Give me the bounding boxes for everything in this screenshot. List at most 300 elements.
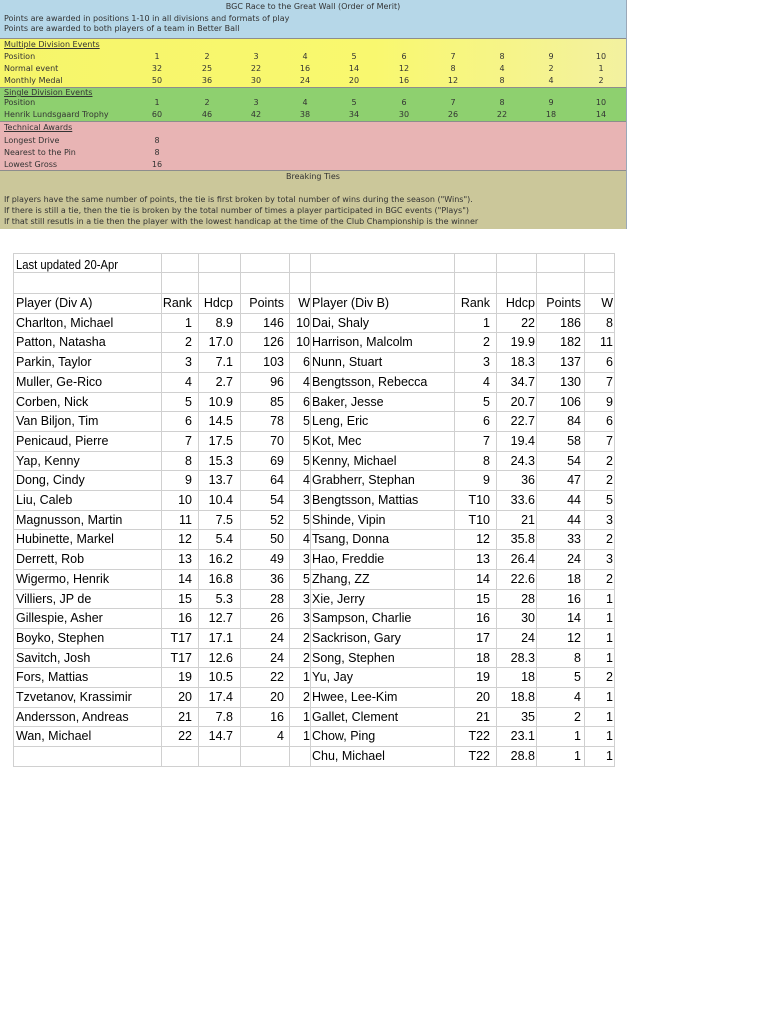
player-rank: 19 (178, 670, 192, 684)
player-w: 3 (303, 592, 310, 606)
player-name: Patton, Natasha (16, 335, 106, 349)
player-hdcp: 24.3 (510, 454, 535, 468)
player-hdcp: 17.5 (208, 434, 233, 448)
rule-row-value: 8 (499, 52, 505, 61)
player-w: 5 (303, 414, 310, 428)
player-hdcp: 20.7 (510, 395, 535, 409)
player-w: 2 (606, 532, 613, 546)
player-w: 4 (303, 473, 310, 487)
rule-row-value: 2 (548, 64, 554, 73)
player-rank: 21 (178, 710, 192, 724)
player-name: Grabherr, Stephan (312, 473, 415, 487)
rule-row-value: 4 (499, 64, 505, 73)
player-rank: 14 (476, 572, 490, 586)
player-name: Penicaud, Pierre (16, 434, 109, 448)
rules-intro-line-2: Points are awarded to both players of a team in Better Ball (4, 24, 240, 33)
technical-awards-heading: Technical Awards (4, 123, 73, 132)
rules-header-band (0, 0, 626, 39)
player-rank: 12 (476, 532, 490, 546)
player-hdcp: 19.4 (510, 434, 535, 448)
player-hdcp: 16.2 (208, 552, 233, 566)
player-name: Yap, Kenny (16, 454, 80, 468)
div-a-header-w: W (298, 296, 310, 310)
rule-row-value: 7 (450, 52, 456, 61)
player-hdcp: 14.5 (208, 414, 233, 428)
player-rank: T10 (468, 513, 490, 527)
player-pts: 20 (270, 690, 284, 704)
rule-row-value: 2 (204, 98, 210, 107)
rule-row-value: 4 (548, 76, 554, 85)
player-name: Dai, Shaly (312, 316, 369, 330)
rule-row-value: 18 (545, 110, 557, 119)
player-name: Gallet, Clement (312, 710, 399, 724)
rule-row-value: 46 (201, 110, 213, 119)
player-name: Wigermo, Henrik (16, 572, 110, 586)
player-name: Fors, Mattias (16, 670, 89, 684)
rule-row-value: 36 (201, 76, 213, 85)
rule-row-value: 26 (447, 110, 459, 119)
player-name: Hubinette, Markel (16, 532, 114, 546)
rule-row-value: 34 (348, 110, 360, 119)
player-rank: 5 (185, 395, 192, 409)
player-rank: 16 (178, 611, 192, 625)
div-b-header-hdcp: Hdcp (505, 296, 535, 310)
player-w: 3 (303, 552, 310, 566)
player-rank: 5 (483, 395, 490, 409)
rule-row-value: 3 (253, 98, 259, 107)
player-name: Parkin, Taylor (16, 355, 92, 369)
player-hdcp: 7.1 (215, 355, 233, 369)
player-w: 1 (606, 690, 613, 704)
player-hdcp: 18.3 (510, 355, 535, 369)
player-hdcp: 21 (521, 513, 535, 527)
player-name: Chow, Ping (312, 729, 376, 743)
player-pts: 84 (567, 414, 581, 428)
rule-row-value: 42 (250, 110, 262, 119)
player-w: 1 (606, 611, 613, 625)
player-pts: 24 (567, 552, 581, 566)
player-name: Hao, Freddie (312, 552, 385, 566)
player-hdcp: 26.4 (510, 552, 535, 566)
player-w: 1 (303, 670, 310, 684)
grid-line (13, 253, 14, 766)
player-rank: 4 (483, 375, 490, 389)
player-w: 5 (303, 513, 310, 527)
div-a-header-rank: Rank (162, 296, 192, 310)
player-pts: 1 (574, 729, 581, 743)
rule-row-value: 2 (598, 76, 604, 85)
player-w: 3 (606, 513, 613, 527)
player-pts: 44 (567, 513, 581, 527)
player-hdcp: 12.6 (208, 651, 233, 665)
player-w: 6 (606, 414, 613, 428)
rule-row-value: 1 (154, 98, 160, 107)
player-rank: 9 (483, 473, 490, 487)
player-name: Magnusson, Martin (16, 513, 123, 527)
technical-award-label: Nearest to the Pin (4, 148, 76, 157)
grid-line (13, 253, 615, 254)
player-rank: 15 (476, 592, 490, 606)
rule-row-label: Position (4, 52, 36, 61)
technical-award-value: 8 (154, 148, 160, 157)
player-hdcp: 24 (521, 631, 535, 645)
player-w: 2 (303, 651, 310, 665)
player-hdcp: 22 (521, 316, 535, 330)
player-rank: 7 (185, 434, 192, 448)
player-pts: 103 (263, 355, 284, 369)
player-hdcp: 35.8 (510, 532, 535, 546)
rule-row-value: 12 (398, 64, 410, 73)
player-pts: 146 (263, 316, 284, 330)
player-rank: 14 (178, 572, 192, 586)
player-pts: 126 (263, 335, 284, 349)
div-b-header-w: W (601, 296, 613, 310)
player-hdcp: 12.7 (208, 611, 233, 625)
player-w: 2 (606, 473, 613, 487)
player-pts: 33 (567, 532, 581, 546)
player-pts: 54 (567, 454, 581, 468)
player-pts: 16 (270, 710, 284, 724)
player-rank: 1 (185, 316, 192, 330)
technical-award-value: 8 (154, 136, 160, 145)
rule-row-value: 38 (299, 110, 311, 119)
rule-row-value: 16 (299, 64, 311, 73)
player-name: Chu, Michael (312, 749, 385, 763)
player-name: Andersson, Andreas (16, 710, 129, 724)
player-rank: 22 (178, 729, 192, 743)
player-pts: 8 (574, 651, 581, 665)
player-pts: 70 (270, 434, 284, 448)
player-rank: 20 (476, 690, 490, 704)
player-pts: 182 (560, 335, 581, 349)
rules-title: BGC Race to the Great Wall (Order of Merit) (225, 2, 401, 11)
player-rank: 1 (483, 316, 490, 330)
rule-row-value: 9 (548, 98, 554, 107)
player-pts: 186 (560, 316, 581, 330)
player-hdcp: 5.3 (215, 592, 233, 606)
player-pts: 2 (574, 710, 581, 724)
player-rank: 16 (476, 611, 490, 625)
player-pts: 47 (567, 473, 581, 487)
player-hdcp: 22.6 (510, 572, 535, 586)
player-hdcp: 16.8 (208, 572, 233, 586)
player-name: Zhang, ZZ (312, 572, 370, 586)
player-pts: 106 (560, 395, 581, 409)
player-hdcp: 7.5 (215, 513, 233, 527)
player-name: Kenny, Michael (312, 454, 397, 468)
player-pts: 4 (574, 690, 581, 704)
player-hdcp: 15.3 (208, 454, 233, 468)
player-w: 2 (303, 690, 310, 704)
player-hdcp: 28.8 (510, 749, 535, 763)
player-name: Kot, Mec (312, 434, 362, 448)
player-pts: 52 (270, 513, 284, 527)
technical-award-label: Longest Drive (4, 136, 60, 145)
player-pts: 44 (567, 493, 581, 507)
player-name: Dong, Cindy (16, 473, 85, 487)
player-hdcp: 13.7 (208, 473, 233, 487)
player-pts: 50 (270, 532, 284, 546)
player-w: 6 (303, 355, 310, 369)
div-b-header-rank: Rank (460, 296, 490, 310)
rule-row-value: 32 (151, 64, 163, 73)
ties-line-2: If there is still a tie, then the tie is broken by the total number of times a player participated in BGC events ("Plays") (4, 206, 470, 215)
rule-row-value: 10 (595, 52, 607, 61)
player-rank: 10 (178, 493, 192, 507)
player-rank: T22 (468, 749, 490, 763)
rule-row-value: 3 (253, 52, 259, 61)
player-hdcp: 17.4 (208, 690, 233, 704)
player-rank: 19 (476, 670, 490, 684)
rule-row-value: 5 (351, 98, 357, 107)
player-w: 5 (606, 493, 613, 507)
player-w: 4 (303, 375, 310, 389)
player-hdcp: 17.0 (208, 335, 233, 349)
player-hdcp: 34.7 (510, 375, 535, 389)
player-hdcp: 10.4 (208, 493, 233, 507)
player-w: 3 (303, 611, 310, 625)
player-rank: 17 (476, 631, 490, 645)
rule-row-value: 16 (398, 76, 410, 85)
player-hdcp: 30 (521, 611, 535, 625)
grid-line (13, 272, 615, 273)
rule-row-value: 12 (447, 76, 459, 85)
player-pts: 12 (567, 631, 581, 645)
player-name: Sackrison, Gary (312, 631, 401, 645)
player-name: Muller, Ge-Rico (16, 375, 103, 389)
player-hdcp: 10.9 (208, 395, 233, 409)
player-rank: 8 (185, 454, 192, 468)
player-w: 3 (303, 493, 310, 507)
player-w: 1 (606, 651, 613, 665)
player-w: 8 (606, 316, 613, 330)
player-name: Wan, Michael (16, 729, 92, 743)
player-name: Liu, Caleb (16, 493, 73, 507)
player-rank: 13 (178, 552, 192, 566)
player-pts: 36 (270, 572, 284, 586)
player-pts: 85 (270, 395, 284, 409)
player-rank: 2 (483, 335, 490, 349)
rule-row-label: Normal event (4, 64, 59, 73)
rules-intro-line-1: Points are awarded in positions 1-10 in all divisions and formats of play (4, 14, 290, 23)
rule-row-label: Monthly Medal (4, 76, 63, 85)
player-pts: 18 (567, 572, 581, 586)
rule-row-label: Henrik Lundsgaard Trophy (4, 110, 109, 119)
technical-award-value: 16 (151, 160, 163, 169)
rule-row-value: 5 (351, 52, 357, 61)
player-rank: T22 (468, 729, 490, 743)
player-rank: 21 (476, 710, 490, 724)
player-w: 1 (606, 729, 613, 743)
rule-row-value: 8 (499, 98, 505, 107)
rule-row-label: Position (4, 98, 36, 107)
player-pts: 64 (270, 473, 284, 487)
player-w: 1 (606, 710, 613, 724)
player-name: Sampson, Charlie (312, 611, 412, 625)
player-hdcp: 14.7 (208, 729, 233, 743)
rules-sheet (0, 0, 627, 229)
player-rank: 11 (179, 513, 192, 527)
rule-row-value: 10 (595, 98, 607, 107)
rule-row-value: 30 (250, 76, 262, 85)
player-w: 7 (606, 434, 613, 448)
player-w: 1 (303, 729, 310, 743)
player-w: 4 (303, 532, 310, 546)
player-rank: 3 (185, 355, 192, 369)
player-name: Savitch, Josh (16, 651, 91, 665)
player-hdcp: 19.9 (510, 335, 535, 349)
player-name: Bengtsson, Mattias (312, 493, 419, 507)
rule-row-value: 30 (398, 110, 410, 119)
player-pts: 28 (270, 592, 284, 606)
player-name: Derrett, Rob (16, 552, 85, 566)
player-hdcp: 18 (521, 670, 535, 684)
breaking-ties-heading: Breaking Ties (286, 172, 340, 181)
player-name: Gillespie, Asher (16, 611, 103, 625)
player-name: Villiers, JP de (16, 592, 92, 606)
rule-row-value: 8 (450, 64, 456, 73)
rule-row-value: 6 (401, 98, 407, 107)
player-pts: 54 (270, 493, 284, 507)
player-w: 6 (606, 355, 613, 369)
ties-line-1: If players have the same number of points, the tie is first broken by total number of wins during the season ("Wins"). (4, 195, 473, 204)
player-name: Baker, Jesse (312, 395, 384, 409)
player-w: 5 (303, 434, 310, 448)
player-w: 9 (606, 395, 613, 409)
player-rank: 12 (178, 532, 192, 546)
player-rank: 6 (185, 414, 192, 428)
player-pts: 1 (574, 749, 581, 763)
rule-row-value: 25 (201, 64, 213, 73)
rule-row-value: 14 (348, 64, 360, 73)
player-w: 2 (303, 631, 310, 645)
player-w: 10 (296, 316, 310, 330)
player-hdcp: 8.9 (215, 316, 233, 330)
player-w: 1 (606, 592, 613, 606)
rule-row-value: 8 (499, 76, 505, 85)
player-pts: 5 (574, 670, 581, 684)
player-rank: 3 (483, 355, 490, 369)
player-name: Shinde, Vipin (312, 513, 386, 527)
player-w: 2 (606, 670, 613, 684)
rule-row-value: 20 (348, 76, 360, 85)
breaking-ties-band (0, 171, 626, 229)
player-hdcp: 33.6 (510, 493, 535, 507)
div-a-header-hdcp: Hdcp (203, 296, 233, 310)
player-pts: 4 (277, 729, 284, 743)
player-name: Boyko, Stephen (16, 631, 105, 645)
player-pts: 130 (560, 375, 581, 389)
player-pts: 96 (270, 375, 284, 389)
player-name: Corben, Nick (16, 395, 89, 409)
player-rank: 4 (185, 375, 192, 389)
technical-awards-band (0, 122, 626, 171)
player-name: Song, Stephen (312, 651, 395, 665)
player-pts: 24 (270, 631, 284, 645)
player-rank: T17 (170, 651, 192, 665)
rule-row-value: 60 (151, 110, 163, 119)
single-division-heading: Single Division Events (4, 88, 93, 97)
player-pts: 22 (270, 670, 284, 684)
rule-row-value: 4 (302, 52, 308, 61)
player-w: 3 (606, 552, 613, 566)
rule-row-value: 2 (204, 52, 210, 61)
player-rank: 20 (178, 690, 192, 704)
div-a-header-name: Player (Div A) (16, 296, 93, 310)
single-division-band (0, 88, 626, 122)
player-pts: 26 (270, 611, 284, 625)
rule-row-value: 4 (302, 98, 308, 107)
rule-row-value: 22 (250, 64, 262, 73)
multiple-division-heading: Multiple Division Events (4, 40, 100, 49)
rule-row-value: 1 (154, 52, 160, 61)
player-hdcp: 22.7 (510, 414, 535, 428)
player-pts: 14 (567, 611, 581, 625)
player-hdcp: 10.5 (208, 670, 233, 684)
rule-row-value: 1 (598, 64, 604, 73)
player-pts: 49 (270, 552, 284, 566)
player-rank: 15 (178, 592, 192, 606)
player-rank: 2 (185, 335, 192, 349)
player-hdcp: 5.4 (215, 532, 233, 546)
div-b-header-name: Player (Div B) (312, 296, 390, 310)
player-name: Yu, Jay (312, 670, 353, 684)
ties-line-3: If that still resutls in a tie then the player with the lowest handicap at the time of the Club Championship is the winner (4, 217, 479, 226)
player-w: 2 (606, 454, 613, 468)
grid-line (13, 766, 615, 767)
player-w: 2 (606, 572, 613, 586)
technical-award-label: Lowest Gross (4, 160, 58, 169)
player-rank: 6 (483, 414, 490, 428)
rule-row-value: 24 (299, 76, 311, 85)
player-w: 1 (606, 749, 613, 763)
multiple-division-band (0, 39, 626, 88)
player-hdcp: 7.8 (215, 710, 233, 724)
player-rank: 9 (185, 473, 192, 487)
rule-row-value: 14 (595, 110, 607, 119)
player-name: Van Biljon, Tim (16, 414, 99, 428)
grid-line (310, 253, 311, 766)
player-hdcp: 23.1 (510, 729, 535, 743)
player-name: Hwee, Lee-Kim (312, 690, 398, 704)
player-hdcp: 2.7 (215, 375, 233, 389)
player-name: Nunn, Stuart (312, 355, 383, 369)
player-hdcp: 35 (521, 710, 535, 724)
player-w: 1 (303, 710, 310, 724)
player-w: 6 (303, 395, 310, 409)
last-updated-label: Last updated 20-Apr (16, 258, 118, 272)
grid-line (614, 253, 615, 766)
player-w: 1 (606, 631, 613, 645)
player-hdcp: 36 (521, 473, 535, 487)
player-w: 5 (303, 454, 310, 468)
player-pts: 58 (567, 434, 581, 448)
div-b-header-pts: Points (546, 296, 581, 310)
player-name: Tzvetanov, Krassimir (16, 690, 132, 704)
player-pts: 24 (270, 651, 284, 665)
player-name: Xie, Jerry (312, 592, 365, 606)
player-w: 11 (600, 335, 613, 349)
player-name: Charlton, Michael (16, 316, 114, 330)
player-w: 7 (606, 375, 613, 389)
rule-row-value: 7 (450, 98, 456, 107)
player-rank: 7 (483, 434, 490, 448)
player-pts: 16 (567, 592, 581, 606)
player-name: Bengtsson, Rebecca (312, 375, 428, 389)
player-rank: 8 (483, 454, 490, 468)
player-pts: 69 (270, 454, 284, 468)
player-hdcp: 17.1 (208, 631, 233, 645)
